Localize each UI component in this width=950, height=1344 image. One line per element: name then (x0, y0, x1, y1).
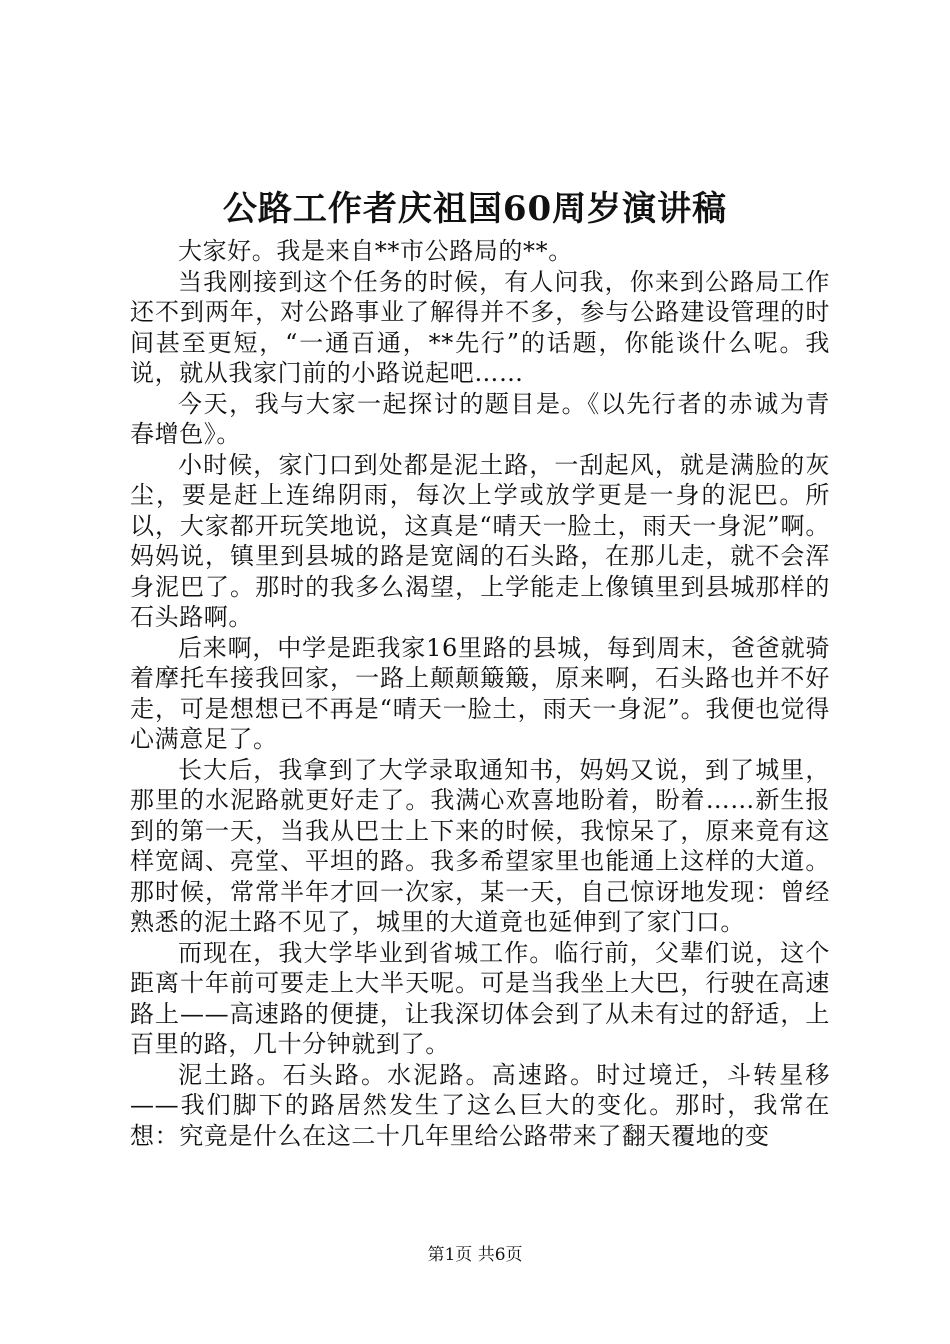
paragraph-university: 长大后，我拿到了大学录取通知书，妈妈又说，到了城里，那里的水泥路就更好走了。我满心欢喜地盼着，盼着……新生报到的第一天，当我从巴士上下来的时候，我惊呆了，原来竟有这样宽阔、亮堂、平坦的路。我多希望家里也能通上这样的大道。那时候，常常半年才回一次家，某一天，自己惊讶地发现：曾经熟悉的泥土路不见了，城里的大道竟也延伸到了家门口。 (130, 755, 830, 936)
paragraph-middle-school: 后来啊，中学是距我家16里路的县城，每到周末，爸爸就骑着摩托车接我回家，一路上颠颠簸簸，原来啊，石头路也并不好走，可是想想已不再是“晴天一脸土，雨天一身泥”。我便也觉得心满意足了。 (130, 633, 830, 753)
page-indicator: 第1页 共6页 (427, 1245, 523, 1265)
paragraph-topic: 今天，我与大家一起探讨的题目是。《以先行者的赤诚为青春增色》。 (130, 389, 830, 448)
document-body (130, 236, 830, 1151)
paragraph-reflection: 泥土路。石头路。水泥路。高速路。时过境迁，斗转星移——我们脚下的路居然发生了这么巨大的变化。那时，我常在想：究竟是什么在这二十几年里给公路带来了翻天覆地的变 (130, 1060, 830, 1150)
document-title: 公路工作者庆祖国60周岁演讲稿 (222, 189, 728, 229)
paragraph-greeting: 大家好。我是来自**市公路局的**。 (178, 237, 573, 265)
paragraph-present: 而现在，我大学毕业到省城工作。临行前，父辈们说，这个距离十年前可要走上大半天呢。可是当我坐上大巴，行驶在高速路上——高速路的便捷，让我深切体会到了从未有过的舒适，上百里的路，几十分钟就到了。 (130, 938, 830, 1058)
paragraph-childhood: 小时候，家门口到处都是泥土路，一刮起风，就是满脸的灰尘，要是赶上连绵阴雨，每次上学或放学更是一身的泥巴。所以，大家都开玩笑地说，这真是“晴天一脸土，雨天一身泥”啊。妈妈说，镇里到县城的路是宽阔的石头路，在那儿走，就不会浑身泥巴了。那时的我多么渴望，上学能走上像镇里到县城那样的石头路啊。 (130, 450, 830, 631)
paragraph-task: 当我刚接到这个任务的时候，有人问我，你来到公路局工作还不到两年，对公路事业了解得并不多，参与公路建设管理的时间甚至更短，“一通百通，**先行”的话题，你能谈什么呢。我说，就从我家门前的小路说起吧…… (130, 267, 830, 387)
